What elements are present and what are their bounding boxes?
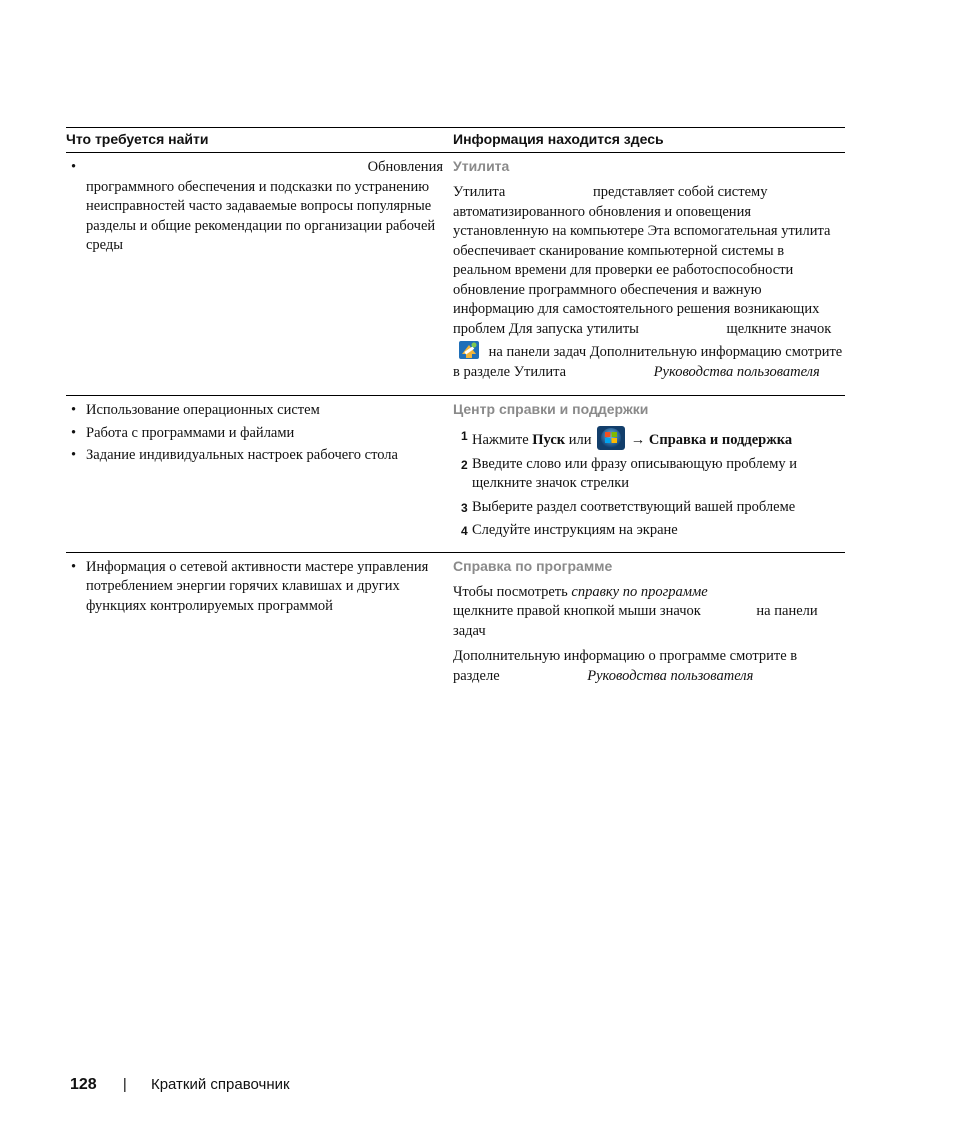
windows-start-icon[interactable] bbox=[597, 426, 625, 450]
step3-text: Выберите раздел соответствующий вашей проблеме bbox=[472, 498, 796, 515]
row1-p-mid: представляет собой систему автоматизированного обновления и оповещения установленную на компьютере Эта вспомогательная утилита обеспечивает сканирование компьютерной системы в реальном времени для проверки ее работоспособности обновление программного обеспечения и важную информацию для самостоятельного решения возникающих проблем Для запуска утилиты bbox=[453, 184, 831, 337]
page-footer bbox=[70, 1076, 290, 1094]
table-row bbox=[66, 396, 845, 553]
list-item bbox=[66, 158, 453, 256]
row1-left-rest: программного обеспечения и подсказки по устранению неисправностей часто задаваемые вопросы популярные разделы и общие рекомендации по организации рабочей среды bbox=[86, 178, 436, 253]
step-item bbox=[453, 426, 845, 451]
bullet-dot: • bbox=[71, 159, 77, 175]
table-header-row bbox=[66, 128, 845, 153]
row2-bullet-3: Задание индивидуальных настроек рабочего стола bbox=[86, 447, 398, 463]
utility-icon[interactable] bbox=[457, 339, 481, 361]
step-number: 1 bbox=[461, 429, 468, 443]
row1-paragraph bbox=[453, 183, 845, 382]
step-number: 2 bbox=[461, 457, 468, 472]
page-number: 128 bbox=[70, 1076, 97, 1093]
row3-p2-italic: Руководства пользователя bbox=[587, 667, 754, 684]
list-item bbox=[66, 446, 453, 466]
row2-bullet-1: Использование операционных систем bbox=[86, 402, 320, 418]
list-item bbox=[66, 424, 453, 444]
row2-left-cell bbox=[66, 396, 453, 553]
step1-target: Справка и поддержка bbox=[648, 432, 793, 448]
list-item bbox=[66, 401, 453, 421]
row1-left-cell bbox=[66, 153, 453, 396]
list-item bbox=[66, 558, 453, 617]
step2-text: Введите слово или фразу описывающую проблему и щелкните значок стрелки bbox=[472, 455, 798, 491]
step1-or: или bbox=[568, 432, 592, 448]
row1-p-italic: Руководства пользователя bbox=[653, 363, 820, 380]
row3-p1-italic: справку по программе bbox=[571, 583, 708, 600]
help-steps bbox=[453, 426, 845, 541]
row3-p2-pre: Дополнительную информацию о программе смотрите в разделе bbox=[453, 648, 798, 684]
section-title-program-help: Справка по программе bbox=[453, 557, 613, 574]
row1-bullets bbox=[66, 158, 453, 256]
row1-p-click: щелкните значок bbox=[726, 320, 832, 337]
bullet-dot: • bbox=[71, 402, 77, 418]
section-title-help-center: Центр справки и поддержки bbox=[453, 401, 649, 417]
step1-start: Пуск bbox=[532, 432, 566, 448]
row2-bullets bbox=[66, 401, 453, 466]
row1-left-first: Обновления bbox=[367, 159, 443, 175]
table-row bbox=[66, 552, 845, 699]
step1-pre: Нажмите bbox=[472, 432, 529, 448]
row3-paragraph-2 bbox=[453, 647, 845, 686]
step4-text: Следуйте инструкциям на экране bbox=[472, 522, 678, 538]
row3-right-cell bbox=[453, 552, 845, 699]
step-number: 4 bbox=[461, 524, 468, 538]
bullet-dot: • bbox=[71, 424, 77, 441]
step-item bbox=[453, 455, 845, 494]
row3-paragraph-1 bbox=[453, 583, 845, 642]
row1-right-cell bbox=[453, 153, 845, 396]
row3-p1-rest: щелкните правой кнопкой мыши значок bbox=[453, 603, 701, 619]
row2-right-cell bbox=[453, 396, 845, 553]
row3-p1-pre: Чтобы посмотреть bbox=[453, 583, 568, 600]
row3-bullets bbox=[66, 558, 453, 617]
header-what-to-find: Что требуется найти bbox=[66, 128, 453, 153]
row1-p-after-icon: на панели задач Дополнительную информацию смотрите в разделе Утилита bbox=[453, 344, 843, 380]
step-item bbox=[453, 498, 845, 518]
header-where-to-find: Информация находится здесь bbox=[453, 128, 845, 153]
info-table bbox=[66, 127, 845, 699]
row3-left-cell bbox=[66, 552, 453, 699]
step-item bbox=[453, 521, 845, 541]
row3-bullet: Информация о сетевой активности мастере управления потреблением энергии горячих клавишах и других функциях контролируемых программой bbox=[86, 558, 429, 614]
bullet-dot: • bbox=[71, 447, 77, 463]
row3-p1-end: на панели задач bbox=[453, 603, 818, 639]
section-title-utility: Утилита bbox=[453, 158, 510, 174]
step-number: 3 bbox=[461, 500, 468, 515]
step1-arrow: → bbox=[630, 432, 646, 448]
footer-title: Краткий справочник bbox=[150, 1076, 290, 1093]
row2-bullet-2: Работа с программами и файлами bbox=[86, 424, 295, 441]
table-row bbox=[66, 153, 845, 396]
bullet-dot: • bbox=[71, 558, 77, 575]
footer-separator: | bbox=[122, 1076, 127, 1093]
row1-p-start: Утилита bbox=[453, 184, 506, 200]
